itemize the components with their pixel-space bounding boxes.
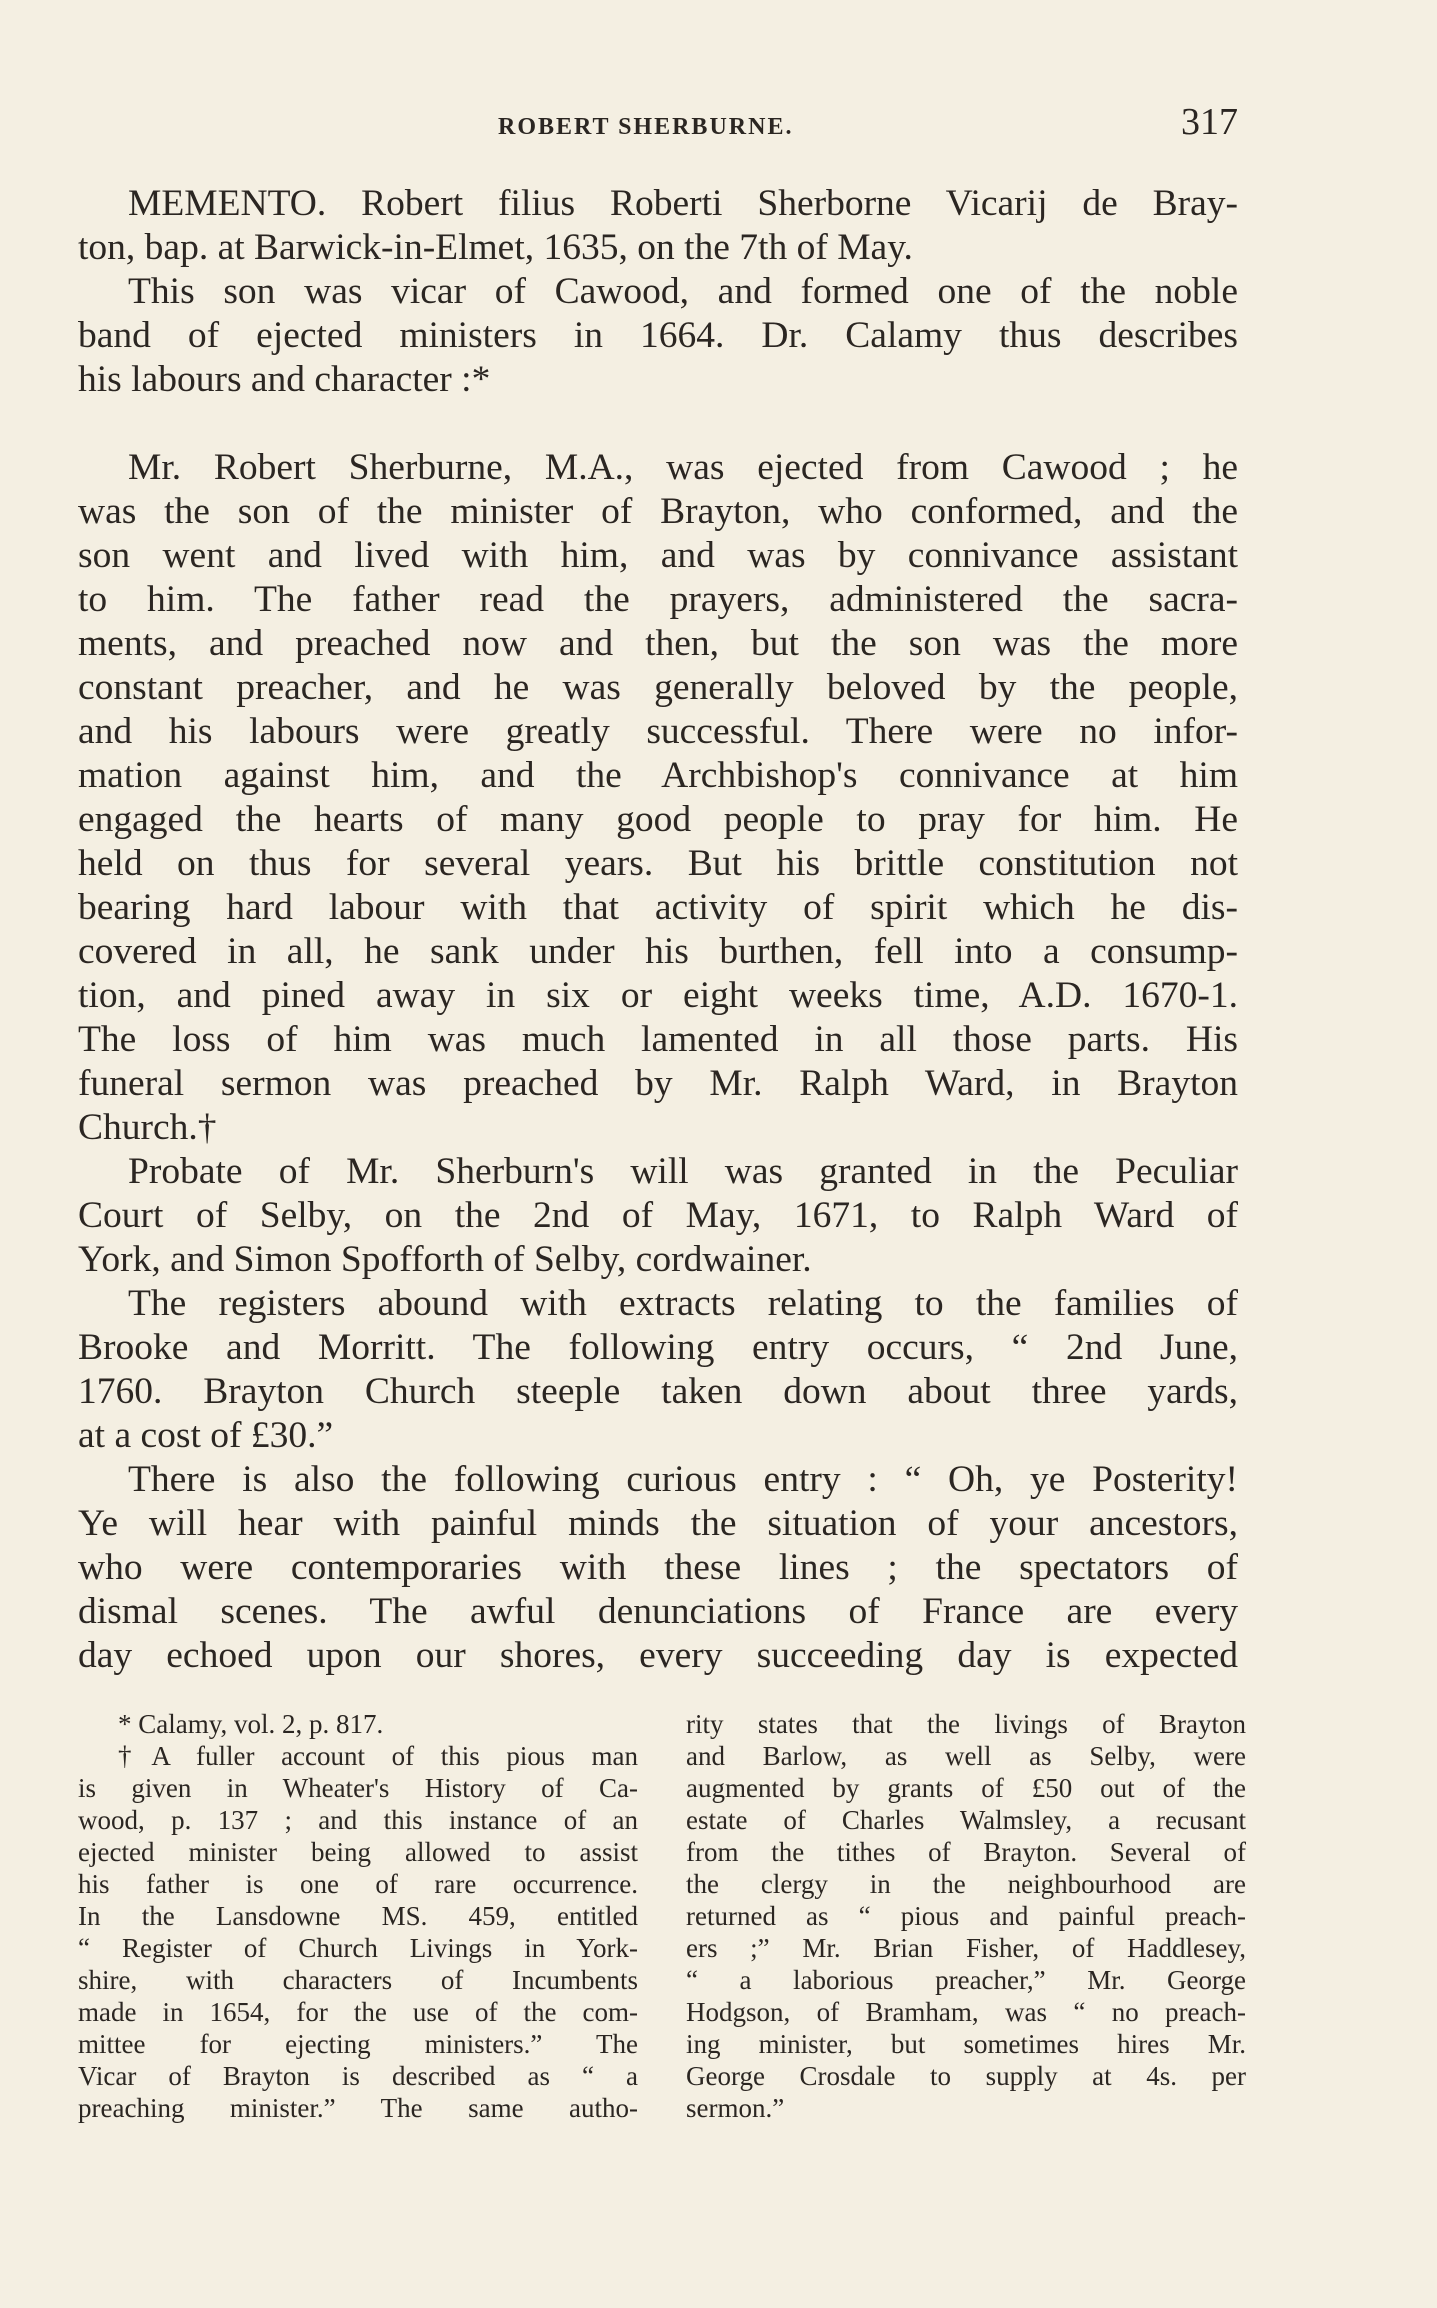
footnote-line: rity states that the livings of Brayton [686,1709,1246,1739]
text-line: to him. The father read the prayers, administered the sacra- [78,579,1238,620]
footnote-line: ejected minister being allowed to assist [78,1837,638,1867]
text-line: at a cost of £30.” [78,1415,334,1456]
text-line: day echoed upon our shores, every succeeding day is expected [78,1635,1238,1676]
footnote-line: shire, with characters of Incumbents [78,1965,638,1995]
footnote-line: ing minister, but sometimes hires Mr. [686,2029,1246,2059]
text-line: was the son of the minister of Brayton, who conformed, and the [78,491,1238,532]
footnote-line: “ Register of Church Livings in York- [78,1933,638,1963]
text-line: band of ejected ministers in 1664. Dr. Calamy thus describes [78,315,1238,356]
footnote-column-right [686,1708,1246,2124]
footnote-line: is given in Wheater's History of Ca- [78,1773,638,1803]
body-text [78,182,1238,1678]
footnote-line: the clergy in the neighbourhood are [686,1869,1246,1899]
text-line: ton, bap. at Barwick-in-Elmet, 1635, on the 7th of May. [78,227,913,268]
text-line: ments, and preached now and then, but the son was the more [78,623,1238,664]
footnote-line: George Crosdale to supply at 4s. per [686,2061,1246,2091]
footnote-line: Vicar of Brayton is described as “ a [78,2061,638,2091]
text-line: Probate of Mr. Sherburn's will was granted in the Peculiar [128,1151,1238,1192]
text-line: Ye will hear with painful minds the situation of your ancestors, [78,1503,1238,1544]
footnote-line: * Calamy, vol. 2, p. 817. [118,1709,384,1739]
footnote-line: Hodgson, of Bramham, was “ no preach- [686,1997,1246,2027]
text-line [78,402,1238,446]
footnote-line: mittee for ejecting ministers.” The [78,2029,638,2059]
text-line: who were contemporaries with these lines ; the spectators of [78,1547,1238,1588]
text-line: bearing hard labour with that activity of spirit which he dis- [78,887,1238,928]
footnote-line: wood, p. 137 ; and this instance of an [78,1805,638,1835]
text-line: 1760. Brayton Church steeple taken down about three yards, [78,1371,1238,1412]
text-line: Church.† [78,1107,217,1148]
page-header [78,98,1238,158]
text-line: York, and Simon Spofforth of Selby, cordwainer. [78,1239,812,1280]
text-line: MEMENTO. Robert filius Roberti Sherborne Vicarij de Bray- [128,183,1238,224]
footnote-line: from the tithes of Brayton. Several of [686,1837,1246,1867]
footnote-line: augmented by grants of £50 out of the [686,1773,1246,1803]
text-line: The registers abound with extracts relating to the families of [128,1283,1238,1324]
footnote-line: his father is one of rare occurrence. [78,1869,638,1899]
text-line: tion, and pined away in six or eight weeks time, A.D. 1670-1. [78,975,1238,1016]
footnote-line: ers ;” Mr. Brian Fisher, of Haddlesey, [686,1933,1246,1963]
footnote-line: and Barlow, as well as Selby, were [686,1741,1246,1771]
footnote-line: returned as “ pious and painful preach- [686,1901,1246,1931]
text-line: covered in all, he sank under his burthen, fell into a consump- [78,931,1238,972]
text-line: This son was vicar of Cawood, and formed one of the noble [128,271,1238,312]
footnote-line: In the Lansdowne MS. 459, entitled [78,1901,638,1931]
text-line: Mr. Robert Sherburne, M.A., was ejected from Cawood ; he [128,447,1238,488]
footnote-line: estate of Charles Walmsley, a recusant [686,1805,1246,1835]
text-line: The loss of him was much lamented in all those parts. His [78,1019,1238,1060]
footnote-line: sermon.” [686,2093,785,2123]
footnote-line: “ a laborious preacher,” Mr. George [686,1965,1246,1995]
text-line: and his labours were greatly successful. There were no infor- [78,711,1238,752]
text-line: held on thus for several years. But his brittle constitution not [78,843,1238,884]
text-line: engaged the hearts of many good people to pray for him. He [78,799,1238,840]
text-line: Court of Selby, on the 2nd of May, 1671, to Ralph Ward of [78,1195,1238,1236]
footnote-column-left [78,1708,638,2124]
text-line: mation against him, and the Archbishop's connivance at him [78,755,1238,796]
text-line: funeral sermon was preached by Mr. Ralph Ward, in Brayton [78,1063,1238,1104]
text-line: his labours and character :* [78,359,491,400]
footnote-line: †A fuller account of this pious man [118,1741,638,1771]
text-line: son went and lived with him, and was by connivance assistant [78,535,1238,576]
running-title: ROBERT SHERBURNE. [498,114,794,140]
footnote-line: preaching minister.” The same autho- [78,2093,638,2123]
text-line: There is also the following curious entry : “ Oh, ye Posterity! [128,1459,1238,1500]
text-line: dismal scenes. The awful denunciations of France are every [78,1591,1238,1632]
text-line: Brooke and Morritt. The following entry occurs, “ 2nd June, [78,1327,1238,1368]
text-line: constant preacher, and he was generally beloved by the people, [78,667,1238,708]
footnote-line: made in 1654, for the use of the com- [78,1997,638,2027]
page-number: 317 [1181,101,1238,143]
